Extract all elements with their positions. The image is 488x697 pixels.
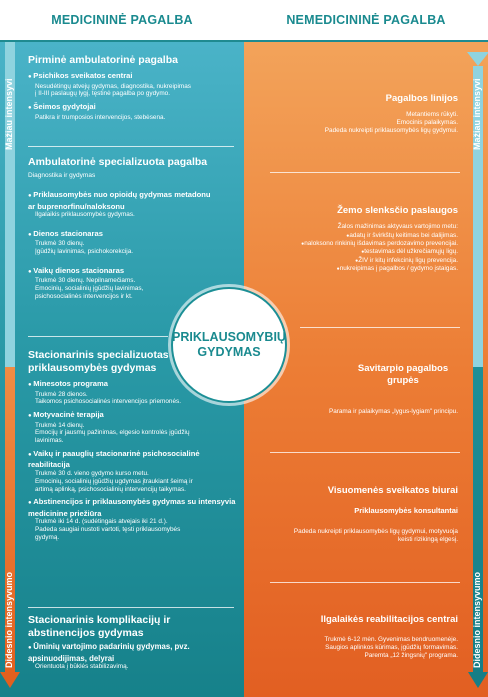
list-item: [28, 190, 238, 219]
item-desc: lavinimas.: [35, 437, 64, 445]
item-desc: gydymą.: [35, 533, 60, 541]
center-title-line2: GYDYMAS: [197, 345, 261, 359]
item-title: ● Priklausomybės nuo opioidų gydymas metadonu ar buprenorfinu/naloksonu: [28, 190, 218, 211]
list-item: [28, 410, 240, 445]
body-line: Emocinis palaikymas.: [396, 119, 458, 126]
section-note: Diagnostika ir gydymas: [28, 172, 96, 179]
section-title: Visuomenės sveikatos biurai: [327, 485, 458, 496]
right-less-intense-label: Mažiau intensyvi: [472, 78, 482, 150]
item-desc: Patikra ir trumposios intervencijos, stebėsena.: [35, 113, 166, 121]
right-more-intense-label: Didesnio intensyvumo: [472, 571, 482, 668]
section-body: [252, 223, 464, 231]
low-threshold-section: [252, 205, 464, 273]
body-line: Trukmė 6-12 mėn. Gyvenimas bendruomenėje.: [324, 636, 458, 643]
item-desc: į II-III paslaugų lygį, tęstinė pagalba po gydymo.: [35, 90, 170, 98]
body-line: Padeda nukreipti priklausomybės ligų gydymui.: [324, 127, 458, 134]
item-desc: Įgūdžių lavinimas, psichokorekcija.: [35, 248, 134, 256]
left-less-intense-label: Mažiau intensyvi: [4, 78, 14, 150]
item-desc: Trukmė 30 d. vieno gydymo kurso metu.: [35, 469, 149, 477]
list-item: ● nukreipimas į pagalbos / gydymo įstaigas.: [252, 265, 458, 273]
section-body: [252, 636, 464, 660]
list-item: ● naloksono rinkinių išdavimas perdozavimo prevencijai.: [252, 240, 458, 248]
item-desc: Emocinių, socialinių įgūdžių lavinimas,: [35, 285, 144, 293]
primary-outpatient-section: [28, 54, 238, 121]
item-title: ● Motyvacinė terapija: [28, 410, 240, 422]
section-subtitle: Priklausomybės konsultantai: [354, 506, 458, 515]
right-arrow-bottom-head: [468, 672, 488, 688]
section-title: Žemo slenksčio paslaugos: [337, 205, 458, 216]
list-item: ● testavimas dėl užkrečiamųjų ligų.: [252, 248, 458, 256]
section-title: Pagalbos linijos: [385, 93, 458, 104]
section-body: [252, 528, 464, 544]
item-desc: Trukmė iki 14 d. (sudėtingais atvejais iki 21 d.).: [35, 518, 168, 526]
list-item: [28, 71, 238, 98]
public-health-section: [252, 485, 464, 544]
body-line: Paremta „12 žingsnių" programa.: [364, 652, 458, 659]
section-title: Savitarpio pagalbos grupės: [357, 363, 449, 386]
item-desc: Trukmė 30 dienų.: [35, 240, 85, 248]
left-more-intense-label: Didesnio intensyvumo: [4, 571, 14, 668]
body-line: keisti rizikingą elgesį.: [397, 536, 458, 543]
section-divider: [28, 607, 234, 608]
peer-support-body: [252, 408, 464, 416]
item-title: ● Minesotos programa: [28, 379, 240, 391]
item-title: ● Psichikos sveikatos centrai: [28, 71, 238, 83]
item-desc: Trukmė 14 dienų.: [35, 421, 85, 429]
complications-inpatient-section: [28, 614, 236, 671]
specialized-outpatient-section: [28, 156, 238, 301]
center-title-line1: PRIKLAUSOMYBIŲ: [172, 330, 286, 344]
list-item: ● adatų ir švirkštų keitimas bei dalijimas.: [252, 232, 458, 240]
item-desc: artimą aplinką, psichosocialinių intervencijų taikymas.: [35, 485, 186, 493]
right-arrow-top-head: [467, 52, 488, 66]
item-desc: Taikomos psichosocialinės intervencijos priemonės.: [35, 398, 181, 406]
section-title: Ambulatorinė specializuota pagalba: [28, 156, 208, 168]
section-title: Stacionarinis specializuotas priklausomybės gydymas: [28, 349, 169, 374]
section-divider: [270, 172, 460, 173]
list-item: ● ŽIV ir kitų infekcinių ligų prevencija.: [252, 257, 458, 265]
section-title: Ilgalaikės reabilitacijos centrai: [320, 614, 458, 625]
section-list: [252, 232, 464, 273]
item-title: ● Ūminių vartojimo padarinių gydymas, pvz. apsinuodijimas, delyrai: [28, 642, 236, 663]
body-line: Saugios aplinkos kūrimas, įgūdžių formavimas.: [325, 644, 458, 651]
item-title: ● Dienos stacionaras: [28, 229, 238, 241]
medical-header: MEDICININĖ PAGALBA: [0, 0, 244, 40]
peer-support-section: [300, 363, 464, 387]
section-title: Stacionarinis komplikacijų ir abstinencijos gydymas: [28, 614, 171, 639]
item-desc: Nesudėtingų atvejų gydymas, diagnostika, nukreipimas: [35, 82, 191, 90]
left-arrow-head: [0, 672, 20, 688]
rehabilitation-section: [252, 614, 464, 660]
item-title: ● Vaikų ir paauglių stacionarinė psichosocialinė reabilitacija: [28, 449, 240, 470]
item-desc: Ilgalaikis priklausomybės gydymas.: [35, 211, 135, 218]
section-title: Pirminė ambulatorinė pagalba: [28, 54, 178, 66]
list-item: [28, 102, 238, 121]
section-divider: [270, 582, 460, 583]
section-divider: [28, 146, 234, 147]
non-medical-header: NEMEDICININĖ PAGALBA: [244, 0, 488, 40]
body-line: Padeda nukreipti priklausomybės ligų gydymui, motyvuoja: [293, 528, 458, 535]
list-item: [28, 497, 240, 541]
item-title: ● Abstinencijos ir priklausomybės gydymas su intensyvia medicinine priežiūra: [28, 497, 240, 518]
section-divider: [28, 336, 168, 337]
item-desc: Trukmė 28 dienos.: [35, 390, 88, 398]
center-circle: [171, 287, 287, 403]
section-body: [252, 111, 464, 135]
item-desc: Padeda saugiai nustoti vartoti, tęsti priklausomybės: [35, 526, 181, 534]
item-desc: Trukmė 30 dienų. Nepilnamečiams.: [35, 277, 136, 285]
section-divider: [300, 327, 460, 328]
body-line: Parama ir palaikymas „lygus-lygiam" principu.: [328, 408, 458, 415]
list-item: [28, 229, 238, 256]
section-body: [252, 408, 464, 416]
item-desc: Emocinių, socialinių įgūdžių ugdymas įtraukiant šeimą ir: [35, 477, 193, 485]
body-line: Žalos mažinimas aktyvaus vartojimo metu:: [337, 223, 458, 230]
item-desc: Emocijų ir jausmų pažinimas, elgesio kontrolės įgūdžių: [35, 429, 190, 437]
helplines-section: [252, 93, 464, 135]
item-title: ● Vaikų dienos stacionaras: [28, 266, 238, 278]
item-desc: psichosocialinės intervencijos ir kt.: [35, 292, 133, 300]
list-item: [28, 449, 240, 493]
item-title: ● Šeimos gydytojai: [28, 102, 238, 114]
body-line: Metantiems rūkyti.: [406, 111, 458, 118]
list-item: [28, 642, 236, 671]
item-desc: Orientuota į būklės stabilizavimą.: [35, 663, 129, 670]
section-divider: [270, 452, 460, 453]
